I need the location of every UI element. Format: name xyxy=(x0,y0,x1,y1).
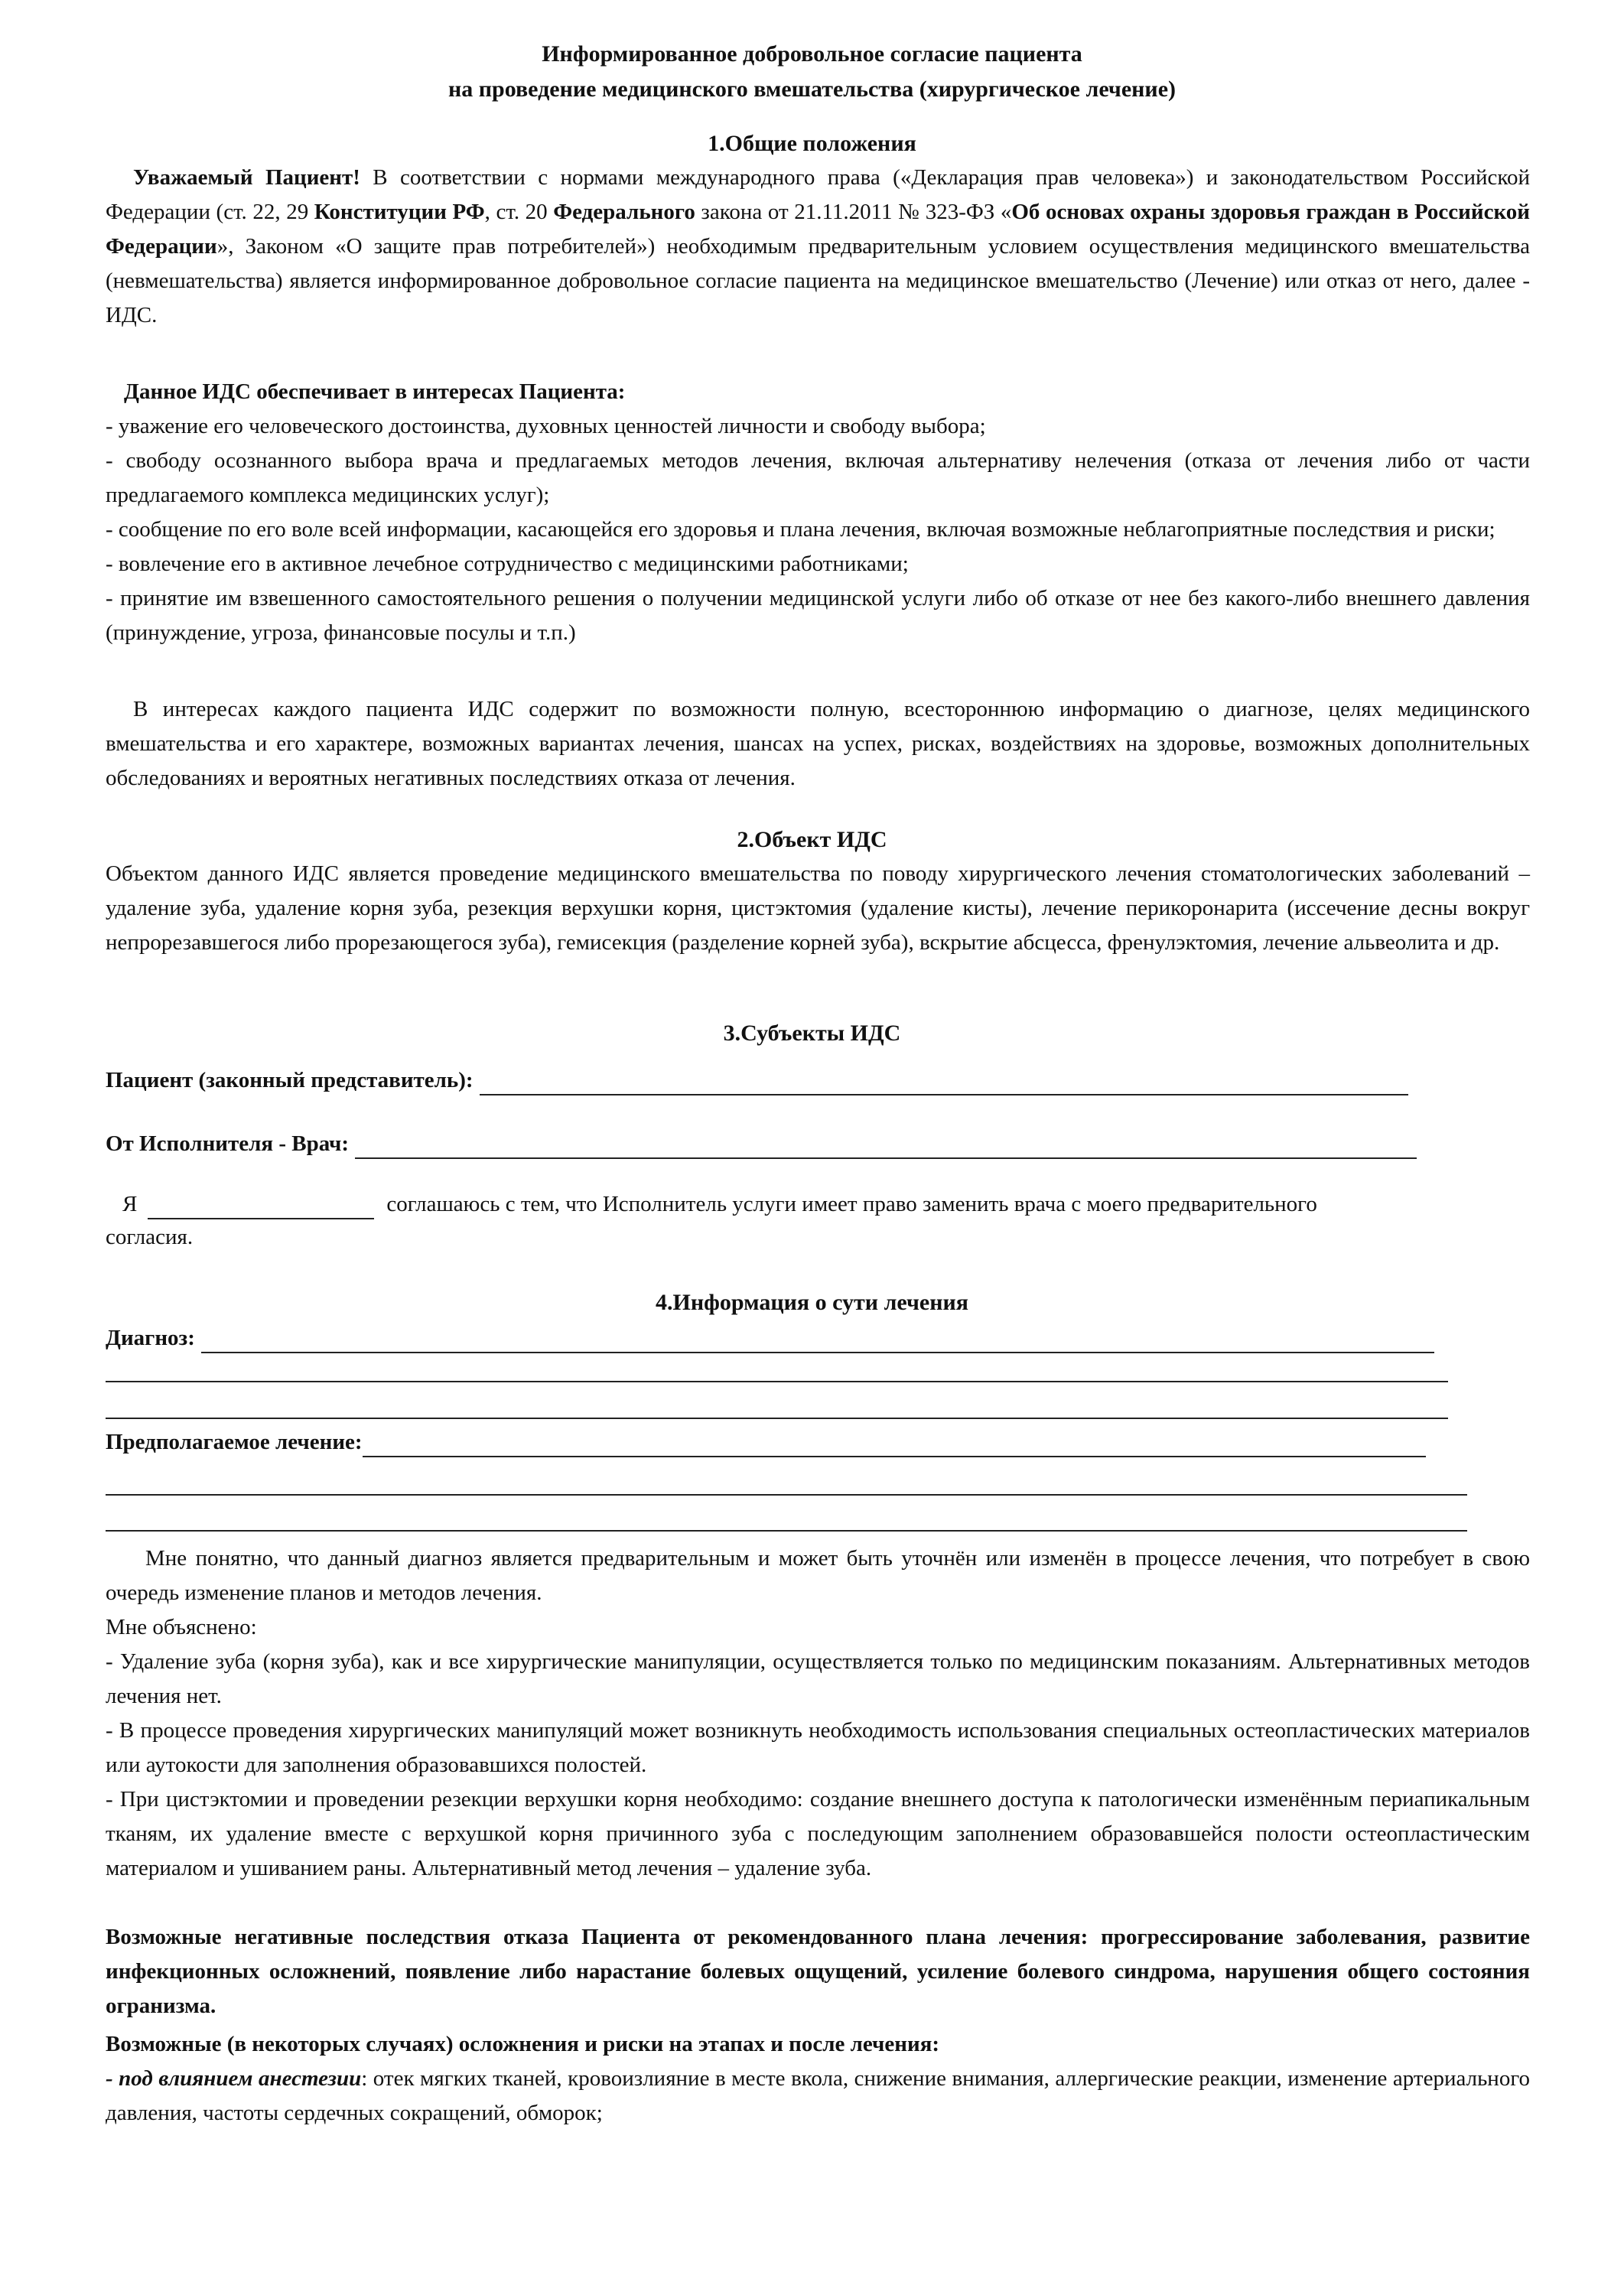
section-1-list-heading xyxy=(106,375,1530,409)
consent-name-line[interactable] xyxy=(148,1195,374,1219)
intro-text-c: , ст. 20 xyxy=(484,200,554,224)
treatment-line-3[interactable] xyxy=(106,1530,1467,1532)
document-title-line-1: Информированное добровольное согласие пациента xyxy=(542,41,1082,67)
explanation-point-2: - В процессе проведения хирургических манипуляций может возникнуть необходимость использования специальных остеопластических материалов или аутокости для заполнения образовавшихся полостей. xyxy=(106,1718,1530,1777)
treatment-line-2[interactable] xyxy=(106,1494,1467,1496)
section-4-heading: 4.Информация о сути лечения xyxy=(655,1290,968,1315)
diagnosis-line-2[interactable] xyxy=(106,1381,1448,1382)
list-item: - свободу осознанного выбора врача и предлагаемых методов лечения, включая альтернативу нелечения (отказа от лечения либо от части предлагаемого комплекса медицинских услуг); xyxy=(106,448,1530,507)
section-2-text: Объектом данного ИДС является проведение медицинского вмешательства по поводу хирургического лечения стоматологических заболеваний – удаление зуба, удаление корня зуба, резекция верхушки корня, цистэктомия (удаление кисты), лечение перикоронарита (иссечение десны вокруг непрорезавшегося либо прорезающегося зуба), гемисекция (разделение корней зуба), вскрытие абсцесса, френулэктомия, лечение альвеолита и др. xyxy=(106,861,1530,955)
doctor-field-row xyxy=(106,1128,1417,1159)
risks-heading: Возможные (в некоторых случаях) осложнения и риски на этапах и после лечения: xyxy=(106,2032,940,2056)
section-1-closing: В интересах каждого пациента ИДС содержит по возможности полную, всестороннюю информацию о диагнозе, целях медицинского вмешательства и его характере, возможных вариантах лечения, шансах на успех, рисках, воздействиях на здоровье, возможных дополнительных обследованиях и вероятных негативных последствиях отказа от лечения. xyxy=(106,697,1530,790)
intro-text-a: В соответствии с нормами международного права («Декларация прав человека») и законодательством Российской Федерации (ст. 22, 29 xyxy=(106,165,1530,224)
treatment-field-row xyxy=(106,1427,1426,1457)
consent-text-end: согласия. xyxy=(106,1225,194,1249)
doctor-label: От Исполнителя - Врач: xyxy=(106,1131,350,1156)
section-3-heading: 3.Субъекты ИДС xyxy=(723,1021,901,1046)
list-item: - сообщение по его воле всей информации, касающейся его здоровья и плана лечения, включая возможные неблагоприятные последствия и риски; xyxy=(106,517,1495,542)
consent-pronoun: Я xyxy=(122,1192,138,1216)
anesthesia-text: : отек мягких тканей, кровоизлияние в месте вкола, снижение внимания, аллергические реакции, изменение артериального давления, частоты сердечных сокращений, обморок; xyxy=(106,2066,1530,2125)
diagnosis-line-3[interactable] xyxy=(106,1418,1448,1419)
diagnosis-field-row xyxy=(106,1323,1434,1353)
refusal-consequences: Возможные негативные последствия отказа Пациента от рекомендованного плана лечения: прогрессирование заболевания, развитие инфекционных осложнений, появление либо нарастание болевых ощущений, усиление болевого синдрома, нарушения общего состояния огранизма. xyxy=(106,1925,1530,2018)
list-item: - вовлечение его в активное лечебное сотрудничество с медицинскими работниками; xyxy=(106,552,909,576)
document-title-line-2: на проведение медицинского вмешательства (хирургическое лечение) xyxy=(447,76,1177,102)
intro-law-name: Об основах охраны здоровья граждан в Российской Федерации xyxy=(106,200,1531,259)
doctor-signature-line[interactable] xyxy=(355,1134,1417,1159)
intro-text-e: », Законом «О защите прав потребителей») необходимым предварительным условием осуществления медицинского вмешательства (невмешательства) является информированное добровольное согласие пациента на медицинское вмешательство (Лечение) или отказ от него, далее - ИДС. xyxy=(106,234,1530,327)
patient-label: Пациент (законный представитель): xyxy=(106,1068,474,1092)
section-1-list xyxy=(106,409,1530,650)
consent-text: соглашаюсь с тем, что Исполнитель услуги имеет право заменить врача с моего предварительного xyxy=(386,1192,1317,1216)
list-item: - уважение его человеческого достоинства, духовных ценностей личности и свободу выбора; xyxy=(106,414,986,438)
explanation-point-3: - При цистэктомии и проведении резекции верхушки корня необходимо: создание внешнего доступа к патологически изменённым периапикальным тканям, их удаление вместе с верхушкой корня причинного зуба с последующим заполнением образовавшейся полости остеопластическим материалом и ушиванием раны. Альтернативный метод лечения – удаление зуба. xyxy=(106,1787,1530,1880)
list-item: - принятие им взвешенного самостоятельного решения о получении медицинской услуги либо об отказе от нее без какого-либо внешнего давления (принуждение, угроза, финансовые посулы и т.п.) xyxy=(106,586,1530,645)
patient-signature-line[interactable] xyxy=(480,1071,1408,1095)
intro-federal: Федерального xyxy=(553,200,695,224)
section-2-heading: 2.Объект ИДС xyxy=(737,827,887,852)
intro-greeting: Уважаемый Пациент! xyxy=(133,165,360,190)
intro-text-d: закона от 21.11.2011 № 323-ФЗ « xyxy=(695,200,1012,224)
diagnosis-input-line[interactable] xyxy=(201,1329,1434,1353)
anesthesia-label: - под влиянием анестезии xyxy=(106,2066,362,2091)
list-heading-text: Данное ИДС обеспечивает в интересах Пациента: xyxy=(124,379,626,404)
treatment-label: Предполагаемое лечение: xyxy=(106,1430,363,1454)
diagnosis-label: Диагноз: xyxy=(106,1326,195,1350)
treatment-input-line[interactable] xyxy=(363,1433,1426,1457)
explanation-point-1: - Удаление зуба (корня зуба), как и все хирургические манипуляции, осуществляется только по медицинским показаниям. Альтернативных методов лечения нет. xyxy=(106,1649,1530,1708)
intro-constitution: Конституции РФ xyxy=(314,200,485,224)
section-1-heading: 1.Общие положения xyxy=(708,131,916,156)
anesthesia-risks xyxy=(106,2062,1530,2131)
diagnosis-preliminary-note: Мне понятно, что данный диагноз является предварительным и может быть уточнён или изменён в процессе лечения, что потребует в свою очередь изменение планов и методов лечения. xyxy=(106,1546,1530,1605)
patient-field-row xyxy=(106,1065,1408,1095)
explained-label: Мне объяснено: xyxy=(106,1615,257,1639)
section-1-intro xyxy=(106,161,1530,333)
doctor-replacement-consent-row xyxy=(122,1189,1317,1219)
